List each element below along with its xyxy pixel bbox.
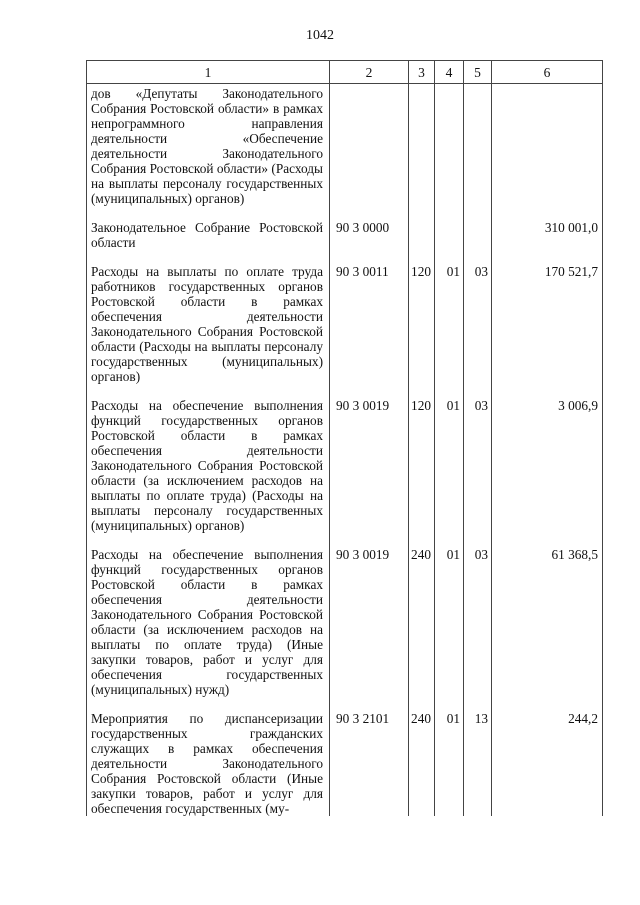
table-row	[87, 711, 603, 816]
row-amount: 244,2	[492, 711, 603, 816]
row-amount: 170 521,7	[492, 264, 603, 398]
column-header-6: 6	[492, 61, 603, 84]
row-name: Расходы на выплаты по оплате труда работников государственных органов Ростовской области в рамках обеспечения деятельности Законодательного Собрания Ростовской области (Расходы на выплаты персоналу государственных (муниципальных) органов)	[87, 264, 330, 398]
column-header-1: 1	[87, 61, 330, 84]
row-expense-type: 120	[409, 264, 435, 398]
budget-table	[86, 60, 603, 816]
row-expense-type: 240	[409, 711, 435, 816]
page-number: 1042	[306, 28, 334, 43]
row-expense-type	[409, 84, 435, 221]
row-expense-type: 120	[409, 398, 435, 547]
row-target-code	[330, 84, 409, 221]
column-header-3: 3	[409, 61, 435, 84]
table-row	[87, 264, 603, 398]
row-target-code: 90 3 0019	[330, 398, 409, 547]
row-section: 01	[435, 711, 464, 816]
column-header-4: 4	[435, 61, 464, 84]
row-target-code: 90 3 0019	[330, 547, 409, 711]
row-name: Мероприятия по диспансеризации государственных гражданских служащих в рамках обеспечения деятельности Законодательного Собрания Ростовской области (Иные закупки товаров, работ и услуг для обеспечения государственных (му-	[87, 711, 330, 816]
table-row	[87, 84, 603, 221]
row-name: Законодательное Собрание Ростовской области	[87, 220, 330, 264]
row-target-code: 90 3 0000	[330, 220, 409, 264]
row-target-code: 90 3 0011	[330, 264, 409, 398]
row-section: 01	[435, 547, 464, 711]
row-amount: 310 001,0	[492, 220, 603, 264]
row-name: Расходы на обеспечение выполнения функций государственных органов Ростовской области в рамках обеспечения деятельности Законодательного Собрания Ростовской области (за исключением расходов на выплаты по оплате труда) (Расходы на выплаты персоналу государственных (муниципальных) органов)	[87, 398, 330, 547]
column-header-2: 2	[330, 61, 409, 84]
row-section: 01	[435, 398, 464, 547]
row-subsection	[464, 84, 492, 221]
row-name: дов «Депутаты Законодательного Собрания Ростовской области» в рамках непрограммного направления деятельности «Обеспечение деятельности Законодательного Собрания Ростовской области» (Расходы на выплаты персоналу государственных (муниципальных) органов)	[87, 84, 330, 221]
row-section: 01	[435, 264, 464, 398]
row-target-code: 90 3 2101	[330, 711, 409, 816]
row-name: Расходы на обеспечение выполнения функций государственных органов Ростовской области в рамках обеспечения деятельности Законодательного Собрания Ростовской области (за исключением расходов на выплаты по оплате труда) (Иные закупки товаров, работ и услуг для обеспечения государственных (муниципальных) нужд)	[87, 547, 330, 711]
row-section	[435, 220, 464, 264]
row-amount	[492, 84, 603, 221]
row-subsection: 13	[464, 711, 492, 816]
row-subsection	[464, 220, 492, 264]
row-subsection: 03	[464, 398, 492, 547]
table-header-row	[87, 61, 603, 84]
row-subsection: 03	[464, 264, 492, 398]
row-subsection: 03	[464, 547, 492, 711]
table-row	[87, 220, 603, 264]
table-row	[87, 547, 603, 711]
row-expense-type: 240	[409, 547, 435, 711]
row-amount: 61 368,5	[492, 547, 603, 711]
row-section	[435, 84, 464, 221]
row-expense-type	[409, 220, 435, 264]
row-amount: 3 006,9	[492, 398, 603, 547]
table-row	[87, 398, 603, 547]
column-header-5: 5	[464, 61, 492, 84]
